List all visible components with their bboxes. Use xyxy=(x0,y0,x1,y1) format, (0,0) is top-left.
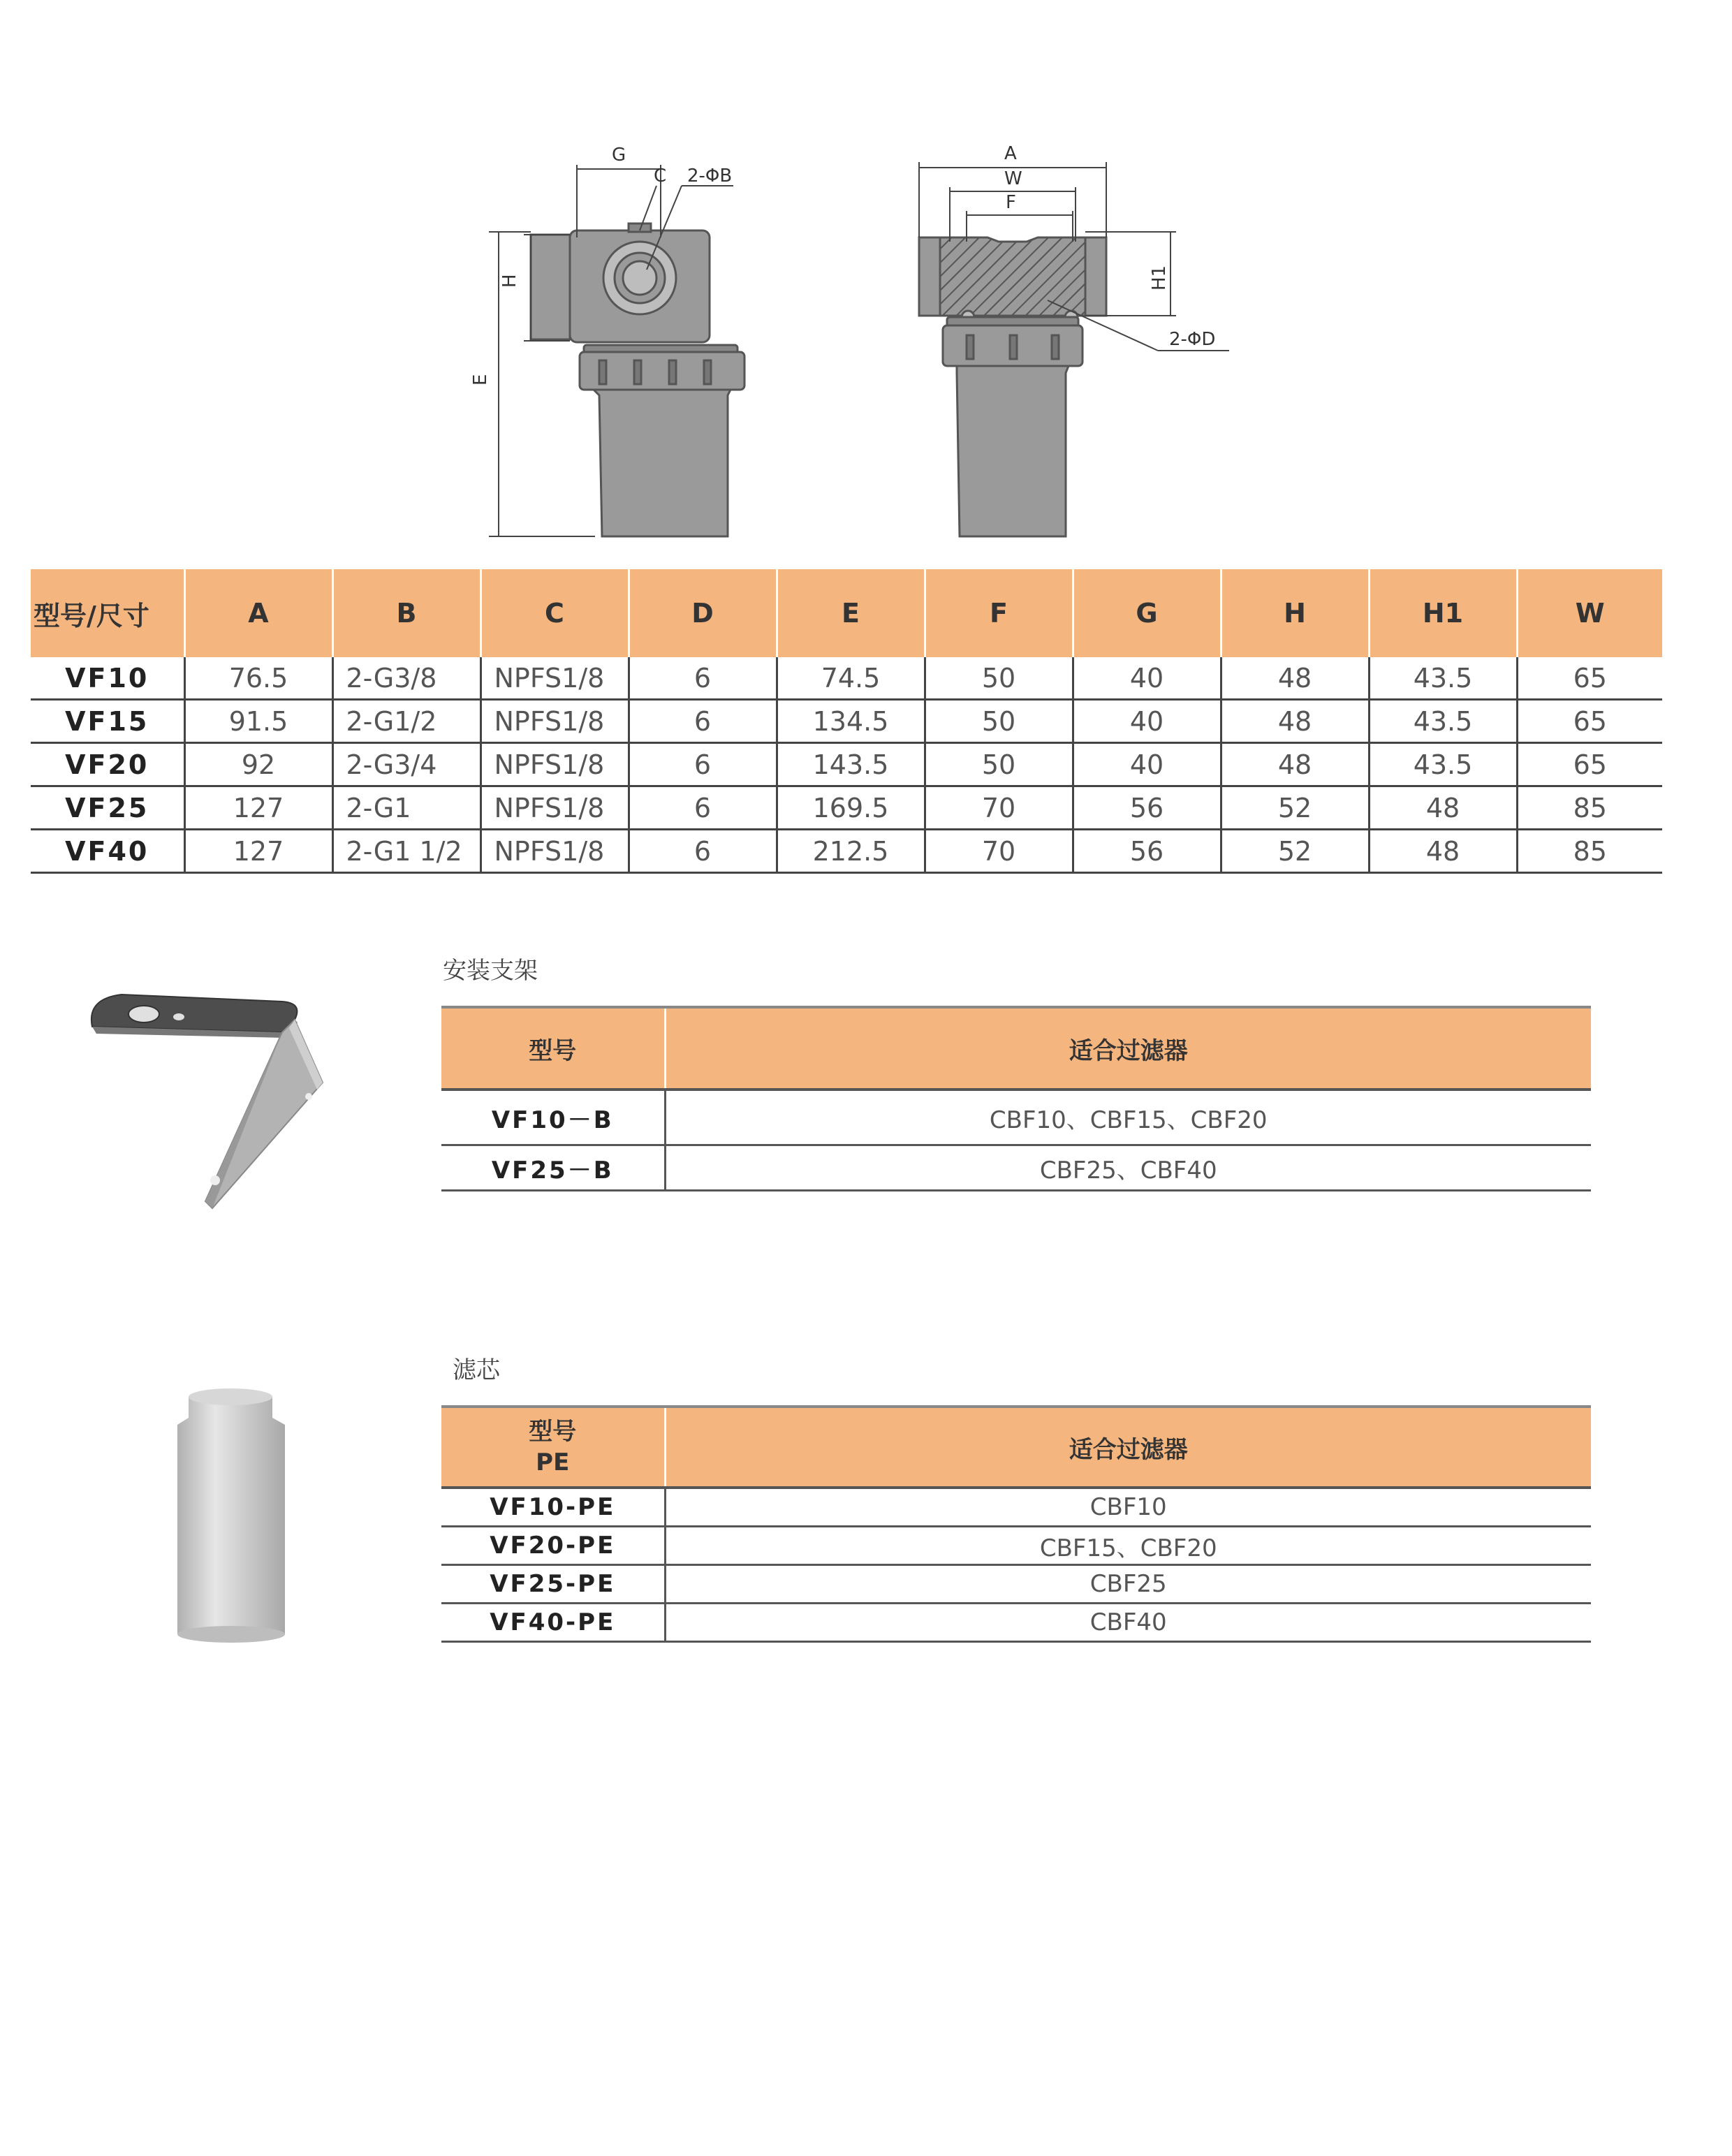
cell-d: 6 xyxy=(629,700,777,743)
header-h: H xyxy=(1221,569,1369,657)
cell-model: VF20 xyxy=(31,743,184,786)
side-view xyxy=(531,223,744,536)
front-view xyxy=(919,237,1106,536)
mounting-bracket-image xyxy=(73,978,338,1215)
cell-c: NPFS1/8 xyxy=(480,700,629,743)
label-2-phi-d: 2-ΦD xyxy=(1169,329,1216,350)
header-e: E xyxy=(777,569,925,657)
cell-d: 6 xyxy=(629,743,777,786)
element-model: VF40-PE xyxy=(441,1604,665,1642)
cell-h: 52 xyxy=(1221,786,1369,830)
cell-a: 127 xyxy=(184,786,332,830)
table-row xyxy=(441,1604,1591,1642)
cell-h1: 48 xyxy=(1369,786,1517,830)
label-a: A xyxy=(1004,143,1017,164)
cell-model: VF40 xyxy=(31,830,184,873)
cell-w: 65 xyxy=(1517,743,1662,786)
cell-b: 2-G1 xyxy=(332,786,480,830)
header-b: B xyxy=(332,569,480,657)
label-g: G xyxy=(612,145,626,166)
cell-w: 65 xyxy=(1517,657,1662,700)
header-f: F xyxy=(925,569,1073,657)
label-h: H xyxy=(499,274,520,288)
label-2-phi-b: 2-ΦB xyxy=(687,166,733,186)
element-table xyxy=(441,1405,1591,1643)
bracket-fit: CBF25、CBF40 xyxy=(665,1145,1591,1191)
cell-c: NPFS1/8 xyxy=(480,657,629,700)
element-table-header xyxy=(441,1407,1591,1488)
cell-f: 50 xyxy=(925,657,1073,700)
header-d: D xyxy=(629,569,777,657)
element-header-model-sub: PE xyxy=(536,1449,570,1476)
cell-c: NPFS1/8 xyxy=(480,743,629,786)
bracket-table-header xyxy=(441,1007,1591,1090)
table-row xyxy=(441,1145,1591,1191)
header-c: C xyxy=(480,569,629,657)
cell-b: 2-G1/2 xyxy=(332,700,480,743)
bracket-table xyxy=(441,1006,1591,1191)
table-row xyxy=(441,1565,1591,1604)
bracket-section-title: 安装支架 xyxy=(443,957,538,985)
header-w: W xyxy=(1517,569,1662,657)
cell-f: 50 xyxy=(925,743,1073,786)
table-row xyxy=(31,830,1662,873)
label-h1: H1 xyxy=(1149,265,1170,291)
label-e: E xyxy=(470,374,491,386)
cell-b: 2-G3/8 xyxy=(332,657,480,700)
table-row xyxy=(31,657,1662,700)
cell-h: 48 xyxy=(1221,700,1369,743)
header-h1: H1 xyxy=(1369,569,1517,657)
dimension-table-header xyxy=(31,569,1662,657)
cell-model: VF15 xyxy=(31,700,184,743)
cell-h: 48 xyxy=(1221,743,1369,786)
table-row xyxy=(31,786,1662,830)
cell-e: 169.5 xyxy=(777,786,925,830)
cell-g: 40 xyxy=(1073,657,1221,700)
cell-e: 143.5 xyxy=(777,743,925,786)
table-row xyxy=(441,1488,1591,1527)
cell-a: 92 xyxy=(184,743,332,786)
element-fit: CBF10 xyxy=(665,1488,1591,1527)
cell-w: 65 xyxy=(1517,700,1662,743)
cell-a: 91.5 xyxy=(184,700,332,743)
bracket-model: VF25－B xyxy=(441,1145,665,1191)
element-fit: CBF40 xyxy=(665,1604,1591,1642)
table-row xyxy=(31,743,1662,786)
cell-a: 127 xyxy=(184,830,332,873)
cell-model: VF10 xyxy=(31,657,184,700)
dimension-table xyxy=(31,569,1662,874)
bracket-header-model: 型号 xyxy=(441,1007,665,1090)
cell-e: 74.5 xyxy=(777,657,925,700)
element-header-model-label: 型号 xyxy=(529,1418,577,1446)
cell-h1: 43.5 xyxy=(1369,743,1517,786)
cell-h: 48 xyxy=(1221,657,1369,700)
cell-d: 6 xyxy=(629,657,777,700)
table-row xyxy=(31,700,1662,743)
bracket-fit: CBF10、CBF15、CBF20 xyxy=(665,1090,1591,1145)
element-model: VF25-PE xyxy=(441,1565,665,1604)
cell-w: 85 xyxy=(1517,830,1662,873)
cell-c: NPFS1/8 xyxy=(480,830,629,873)
element-model: VF20-PE xyxy=(441,1527,665,1565)
cell-f: 50 xyxy=(925,700,1073,743)
cell-f: 70 xyxy=(925,786,1073,830)
table-row xyxy=(441,1527,1591,1565)
element-header-fit: 适合过滤器 xyxy=(665,1407,1591,1488)
cell-h1: 48 xyxy=(1369,830,1517,873)
cell-c: NPFS1/8 xyxy=(480,786,629,830)
cell-h1: 43.5 xyxy=(1369,657,1517,700)
cell-g: 40 xyxy=(1073,700,1221,743)
label-f: F xyxy=(1006,192,1016,213)
cell-g: 56 xyxy=(1073,786,1221,830)
header-g: G xyxy=(1073,569,1221,657)
element-fit: CBF25 xyxy=(665,1565,1591,1604)
cell-model: VF25 xyxy=(31,786,184,830)
cell-a: 76.5 xyxy=(184,657,332,700)
table-row xyxy=(441,1090,1591,1145)
label-w: W xyxy=(1004,168,1022,189)
header-a: A xyxy=(184,569,332,657)
element-fit: CBF15、CBF20 xyxy=(665,1527,1591,1565)
cell-d: 6 xyxy=(629,786,777,830)
bracket-header-fit: 适合过滤器 xyxy=(665,1007,1591,1090)
cell-e: 134.5 xyxy=(777,700,925,743)
element-section-title: 滤芯 xyxy=(453,1356,500,1384)
cell-b: 2-G1 1/2 xyxy=(332,830,480,873)
cell-g: 40 xyxy=(1073,743,1221,786)
filter-dimension-drawing xyxy=(447,133,1271,545)
element-model: VF10-PE xyxy=(441,1488,665,1527)
filter-element-image xyxy=(168,1383,293,1648)
cell-w: 85 xyxy=(1517,786,1662,830)
cell-h: 52 xyxy=(1221,830,1369,873)
cell-f: 70 xyxy=(925,830,1073,873)
cell-h1: 43.5 xyxy=(1369,700,1517,743)
cell-d: 6 xyxy=(629,830,777,873)
header-model-size: 型号/尺寸 xyxy=(31,569,184,657)
element-header-model xyxy=(441,1407,665,1488)
label-c: C xyxy=(654,166,667,186)
cell-e: 212.5 xyxy=(777,830,925,873)
cell-g: 56 xyxy=(1073,830,1221,873)
bracket-model: VF10－B xyxy=(441,1090,665,1145)
cell-b: 2-G3/4 xyxy=(332,743,480,786)
